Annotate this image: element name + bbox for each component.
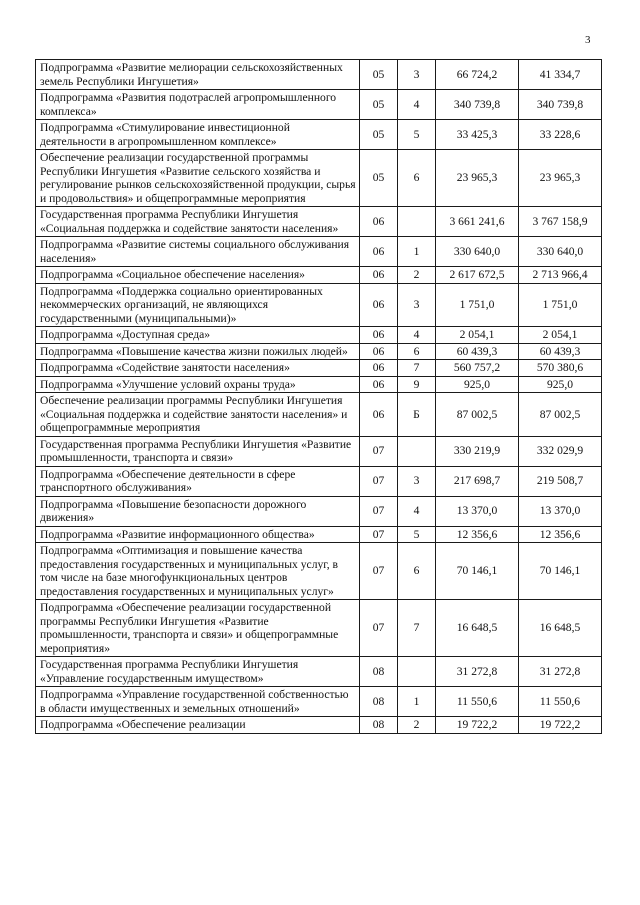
amount-year1-cell: 217 698,7 xyxy=(436,466,519,496)
program-name-cell: Государственная программа Республики Ингушетия «Развитие промышленности, транспорта и связи» xyxy=(36,436,360,466)
subsection-code-cell: 7 xyxy=(398,360,436,377)
amount-year2-cell: 70 146,1 xyxy=(519,543,602,600)
amount-year1-cell: 330 219,9 xyxy=(436,436,519,466)
amount-year2-cell: 16 648,5 xyxy=(519,600,602,657)
program-name-cell: Подпрограмма «Развитие мелиорации сельскохозяйственных земель Республики Ингушетия» xyxy=(36,60,360,90)
amount-year2-cell: 60 439,3 xyxy=(519,343,602,360)
section-code-cell: 08 xyxy=(360,717,398,734)
amount-year1-cell: 16 648,5 xyxy=(436,600,519,657)
amount-year2-cell: 925,0 xyxy=(519,376,602,393)
subsection-code-cell: 1 xyxy=(398,687,436,717)
section-code-cell: 08 xyxy=(360,687,398,717)
amount-year2-cell: 2 054,1 xyxy=(519,327,602,344)
subsection-code-cell xyxy=(398,657,436,687)
section-code-cell: 06 xyxy=(360,343,398,360)
amount-year1-cell: 66 724,2 xyxy=(436,60,519,90)
program-name-cell: Обеспечение реализации программы Республики Ингушетия «Социальная поддержка и содействие занятости населения» и общепрограммные мероприятия xyxy=(36,393,360,437)
table-row xyxy=(36,600,602,657)
section-code-cell: 08 xyxy=(360,657,398,687)
section-code-cell: 06 xyxy=(360,283,398,327)
amount-year2-cell: 13 370,0 xyxy=(519,496,602,526)
program-name-cell: Государственная программа Республики Ингушетия «Управление государственным имуществом» xyxy=(36,657,360,687)
program-name-cell: Подпрограмма «Развитие информационного общества» xyxy=(36,526,360,543)
subsection-code-cell: 6 xyxy=(398,543,436,600)
table-row xyxy=(36,237,602,267)
subsection-code-cell: 7 xyxy=(398,600,436,657)
program-name-cell: Государственная программа Республики Ингушетия «Социальная поддержка и содействие занятости населения» xyxy=(36,207,360,237)
section-code-cell: 06 xyxy=(360,237,398,267)
subsection-code-cell: 5 xyxy=(398,526,436,543)
amount-year1-cell: 33 425,3 xyxy=(436,120,519,150)
section-code-cell: 07 xyxy=(360,600,398,657)
table-row xyxy=(36,343,602,360)
program-name-cell: Подпрограмма «Содействие занятости населения» xyxy=(36,360,360,377)
section-code-cell: 06 xyxy=(360,376,398,393)
section-code-cell: 06 xyxy=(360,327,398,344)
subsection-code-cell: 3 xyxy=(398,60,436,90)
amount-year2-cell: 219 508,7 xyxy=(519,466,602,496)
table-row xyxy=(36,150,602,207)
amount-year2-cell: 3 767 158,9 xyxy=(519,207,602,237)
amount-year1-cell: 925,0 xyxy=(436,376,519,393)
amount-year2-cell: 340 739,8 xyxy=(519,90,602,120)
table-row xyxy=(36,717,602,734)
amount-year1-cell: 31 272,8 xyxy=(436,657,519,687)
subsection-code-cell xyxy=(398,207,436,237)
amount-year2-cell: 87 002,5 xyxy=(519,393,602,437)
amount-year2-cell: 19 722,2 xyxy=(519,717,602,734)
program-name-cell: Подпрограмма «Повышение качества жизни пожилых людей» xyxy=(36,343,360,360)
subsection-code-cell: 5 xyxy=(398,120,436,150)
subsection-code-cell: 6 xyxy=(398,150,436,207)
amount-year1-cell: 330 640,0 xyxy=(436,237,519,267)
amount-year2-cell: 11 550,6 xyxy=(519,687,602,717)
program-name-cell: Подпрограмма «Стимулирование инвестиционной деятельности в агропромышленном комплексе» xyxy=(36,120,360,150)
subsection-code-cell: 3 xyxy=(398,466,436,496)
amount-year1-cell: 12 356,6 xyxy=(436,526,519,543)
table-row xyxy=(36,90,602,120)
program-name-cell: Подпрограмма «Обеспечение деятельности в сфере транспортного обслуживания» xyxy=(36,466,360,496)
subsection-code-cell: 4 xyxy=(398,496,436,526)
section-code-cell: 05 xyxy=(360,90,398,120)
amount-year2-cell: 332 029,9 xyxy=(519,436,602,466)
section-code-cell: 07 xyxy=(360,496,398,526)
program-name-cell: Подпрограмма «Улучшение условий охраны труда» xyxy=(36,376,360,393)
program-name-cell: Подпрограмма «Повышение безопасности дорожного движения» xyxy=(36,496,360,526)
page-number: 3 xyxy=(585,34,591,46)
amount-year1-cell: 60 439,3 xyxy=(436,343,519,360)
section-code-cell: 06 xyxy=(360,207,398,237)
amount-year1-cell: 23 965,3 xyxy=(436,150,519,207)
table-row xyxy=(36,526,602,543)
budget-table xyxy=(35,59,602,734)
table-row xyxy=(36,466,602,496)
program-name-cell: Подпрограмма «Развития подотраслей агропромышленного комплекса» xyxy=(36,90,360,120)
table-row xyxy=(36,436,602,466)
subsection-code-cell: 2 xyxy=(398,267,436,284)
subsection-code-cell: 6 xyxy=(398,343,436,360)
section-code-cell: 07 xyxy=(360,526,398,543)
table-row xyxy=(36,657,602,687)
program-name-cell: Подпрограмма «Доступная среда» xyxy=(36,327,360,344)
amount-year2-cell: 330 640,0 xyxy=(519,237,602,267)
table-row xyxy=(36,687,602,717)
subsection-code-cell: 4 xyxy=(398,90,436,120)
table-row xyxy=(36,360,602,377)
table-row xyxy=(36,376,602,393)
program-name-cell: Подпрограмма «Обеспечение реализации государственной программы Республики Ингушетия «Развитие промышленности, транспорта и связи» и общепрограммные мероприятия» xyxy=(36,600,360,657)
amount-year1-cell: 13 370,0 xyxy=(436,496,519,526)
table-row xyxy=(36,283,602,327)
amount-year2-cell: 12 356,6 xyxy=(519,526,602,543)
amount-year2-cell: 1 751,0 xyxy=(519,283,602,327)
program-name-cell: Подпрограмма «Социальное обеспечение населения» xyxy=(36,267,360,284)
subsection-code-cell: 2 xyxy=(398,717,436,734)
amount-year2-cell: 23 965,3 xyxy=(519,150,602,207)
subsection-code-cell: Б xyxy=(398,393,436,437)
amount-year1-cell: 19 722,2 xyxy=(436,717,519,734)
section-code-cell: 05 xyxy=(360,150,398,207)
budget-table-body xyxy=(36,60,602,734)
subsection-code-cell: 4 xyxy=(398,327,436,344)
section-code-cell: 05 xyxy=(360,120,398,150)
program-name-cell: Подпрограмма «Развитие системы социального обслуживания населения» xyxy=(36,237,360,267)
table-row xyxy=(36,120,602,150)
section-code-cell: 07 xyxy=(360,466,398,496)
program-name-cell: Подпрограмма «Оптимизация и повышение качества предоставления государственных и муниципальных услуг, в том числе на базе многофункциональных центров предоставления государственных и муниципальных услуг» xyxy=(36,543,360,600)
subsection-code-cell xyxy=(398,436,436,466)
table-row xyxy=(36,207,602,237)
table-row xyxy=(36,267,602,284)
amount-year2-cell: 2 713 966,4 xyxy=(519,267,602,284)
section-code-cell: 06 xyxy=(360,360,398,377)
amount-year2-cell: 31 272,8 xyxy=(519,657,602,687)
amount-year2-cell: 570 380,6 xyxy=(519,360,602,377)
program-name-cell: Подпрограмма «Управление государственной собственностью в области имущественных и земельных отношений» xyxy=(36,687,360,717)
table-row xyxy=(36,327,602,344)
table-row xyxy=(36,543,602,600)
section-code-cell: 06 xyxy=(360,267,398,284)
subsection-code-cell: 3 xyxy=(398,283,436,327)
amount-year1-cell: 2 617 672,5 xyxy=(436,267,519,284)
subsection-code-cell: 9 xyxy=(398,376,436,393)
amount-year1-cell: 3 661 241,6 xyxy=(436,207,519,237)
program-name-cell: Подпрограмма «Обеспечение реализации xyxy=(36,717,360,734)
section-code-cell: 07 xyxy=(360,543,398,600)
section-code-cell: 05 xyxy=(360,60,398,90)
amount-year1-cell: 11 550,6 xyxy=(436,687,519,717)
subsection-code-cell: 1 xyxy=(398,237,436,267)
amount-year1-cell: 2 054,1 xyxy=(436,327,519,344)
amount-year1-cell: 560 757,2 xyxy=(436,360,519,377)
program-name-cell: Обеспечение реализации государственной программы Республики Ингушетия «Развитие сельского хозяйства и регулирование рынков сельскохозяйственной продукции, сырья и продовольствия» и общепрограммные мероприятия xyxy=(36,150,360,207)
amount-year1-cell: 70 146,1 xyxy=(436,543,519,600)
table-row xyxy=(36,496,602,526)
amount-year1-cell: 1 751,0 xyxy=(436,283,519,327)
amount-year1-cell: 340 739,8 xyxy=(436,90,519,120)
table-row xyxy=(36,393,602,437)
table-row xyxy=(36,60,602,90)
amount-year1-cell: 87 002,5 xyxy=(436,393,519,437)
program-name-cell: Подпрограмма «Поддержка социально ориентированных некоммерческих организаций, не являющихся государственными (муниципальными)» xyxy=(36,283,360,327)
section-code-cell: 06 xyxy=(360,393,398,437)
amount-year2-cell: 41 334,7 xyxy=(519,60,602,90)
amount-year2-cell: 33 228,6 xyxy=(519,120,602,150)
section-code-cell: 07 xyxy=(360,436,398,466)
